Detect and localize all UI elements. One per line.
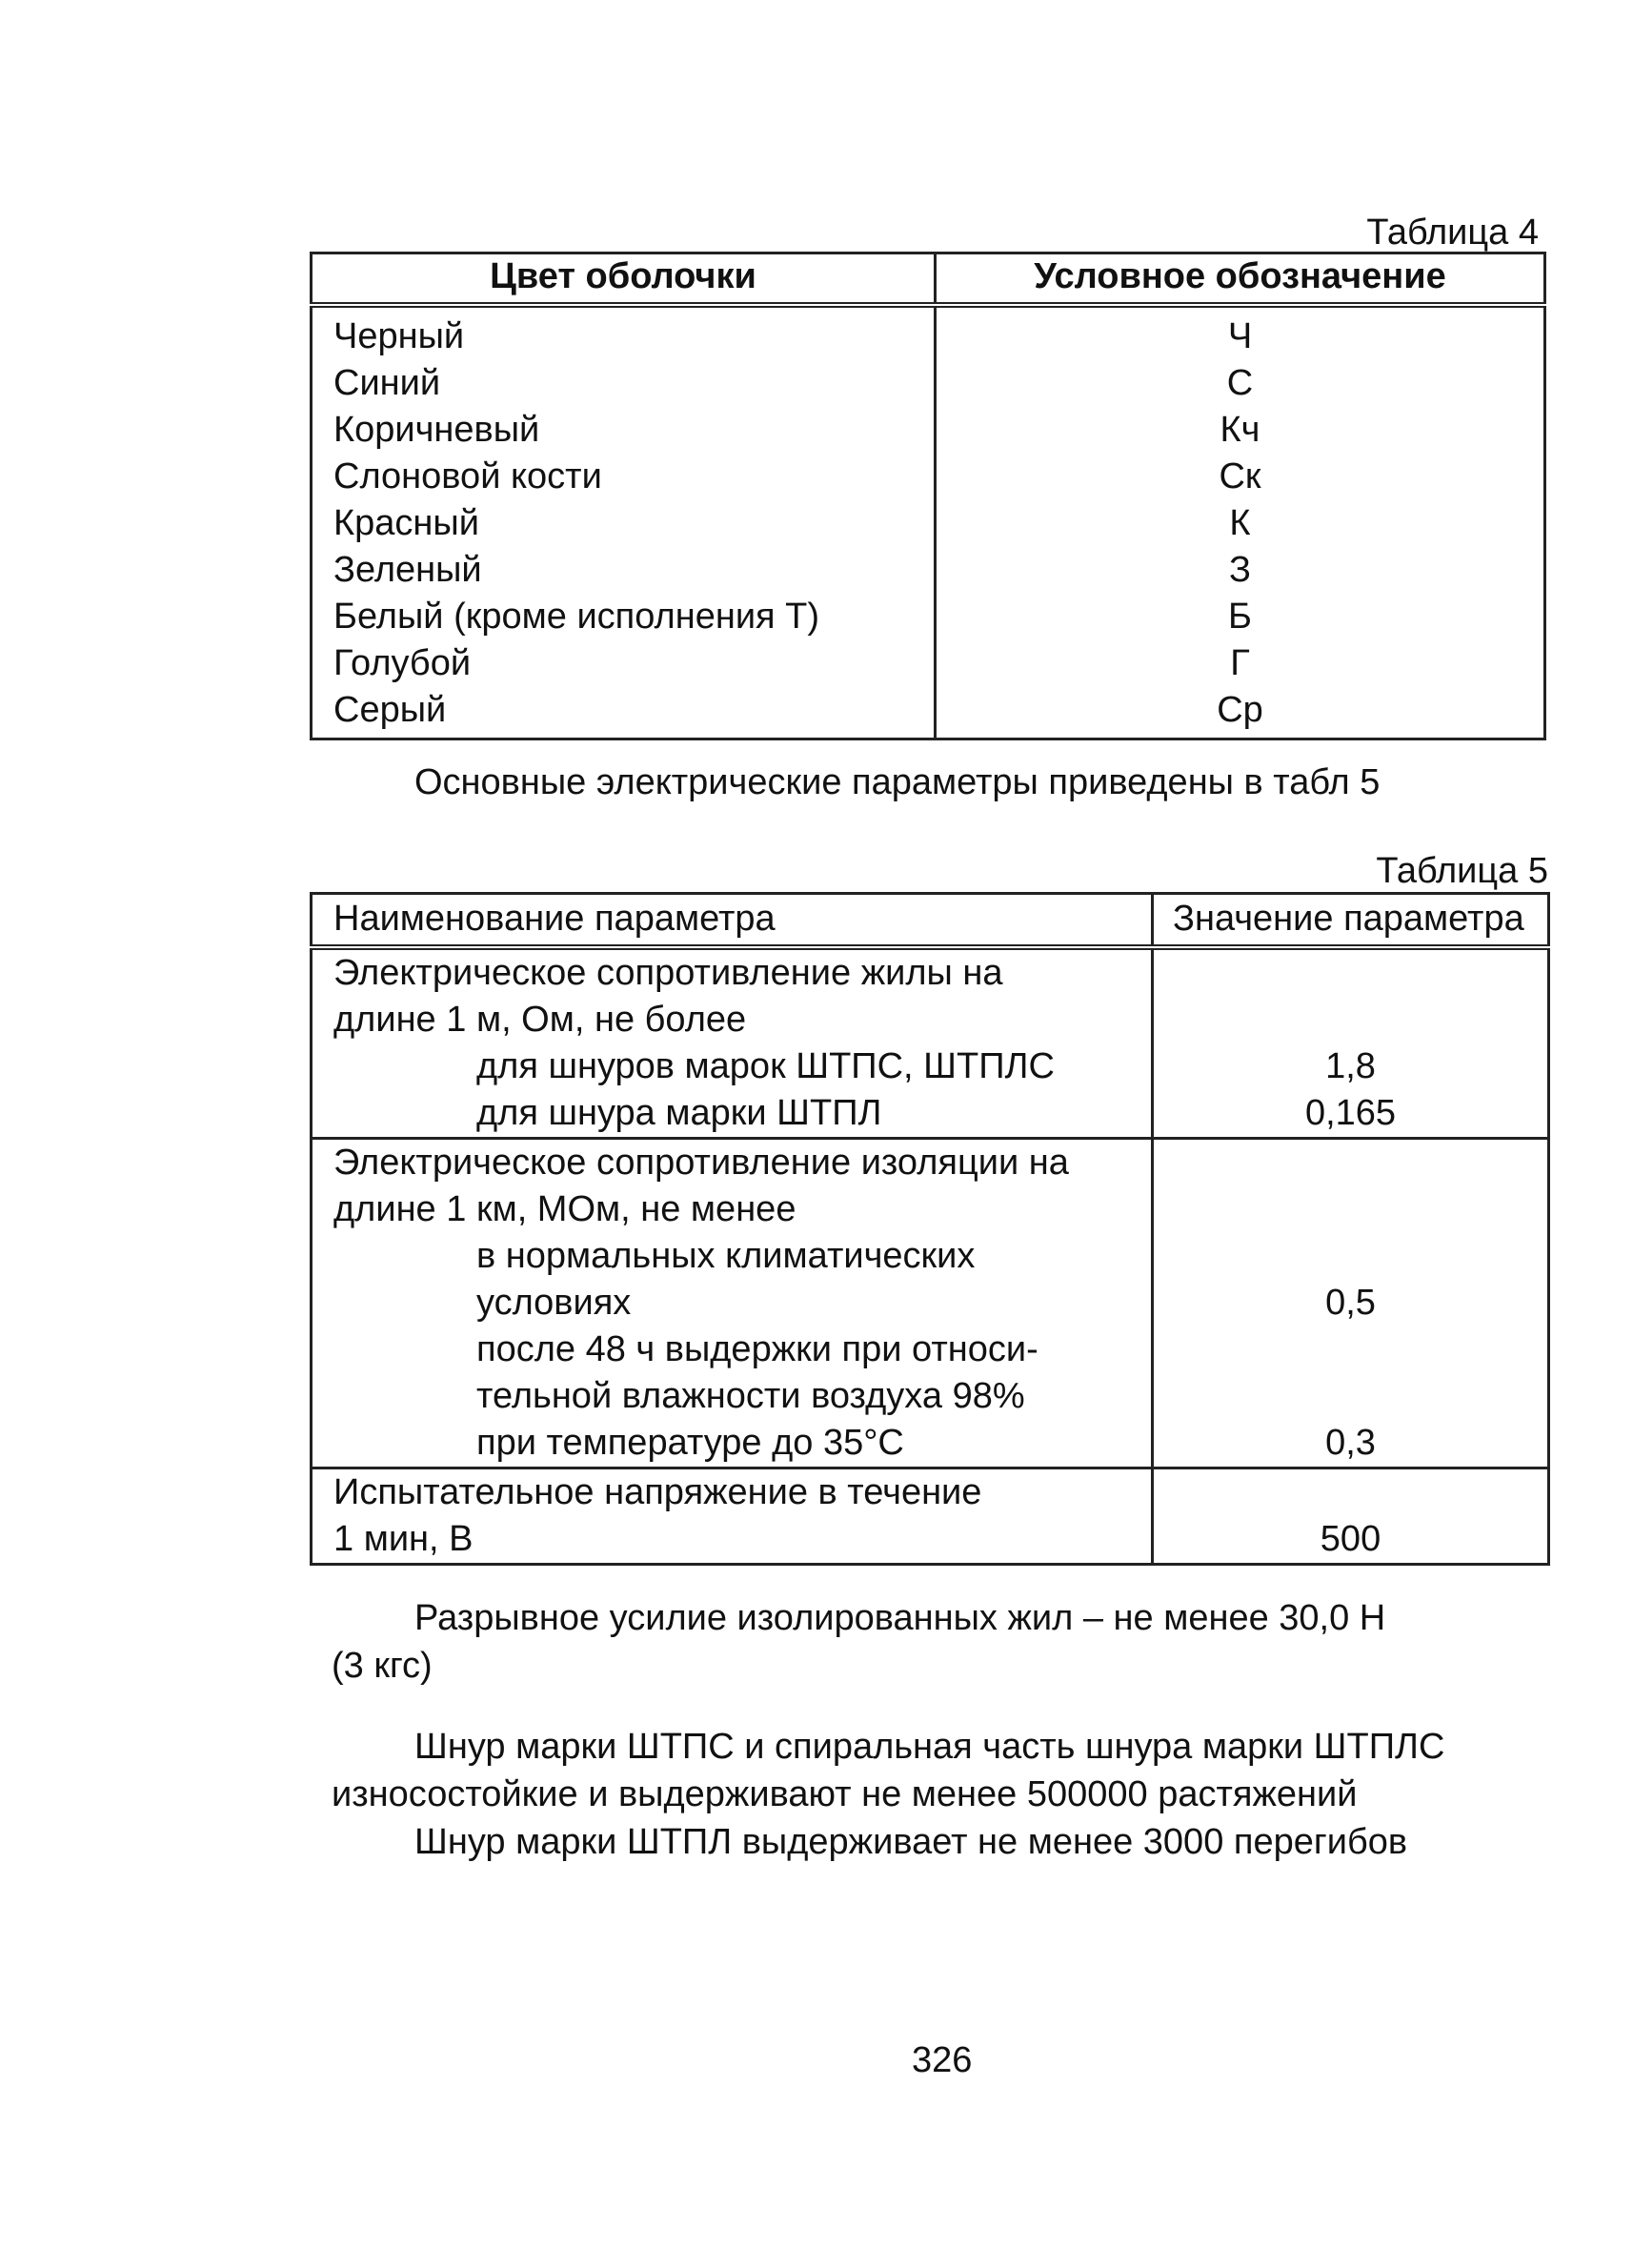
parameter-line: Испытательное напряжение в течение (333, 1472, 982, 1512)
value-line: 0,165 (1304, 1093, 1397, 1133)
code-cell: Кч (1220, 410, 1260, 450)
color-cell: Черный (312, 305, 936, 360)
value-line (1154, 1233, 1547, 1280)
table4-caption: Таблица 4 (1366, 213, 1539, 253)
parameter-line: после 48 ч выдержки при относи- (476, 1329, 1038, 1369)
table-row (312, 594, 1545, 640)
parameter-line: при температуре до 35°С (476, 1423, 904, 1463)
color-cell: Синий (312, 360, 936, 407)
code-cell: Ск (1219, 456, 1261, 496)
parameter-line: тельной влажности воздуха 98% (476, 1376, 1025, 1416)
value-line (1154, 950, 1547, 997)
code-cell: Б (1228, 597, 1252, 637)
parameter-line: 1 мин, В (333, 1519, 474, 1559)
color-cell: Белый (кроме исполнения Т) (312, 594, 936, 640)
parameter-cell (312, 1468, 1153, 1565)
table4-header-row (312, 253, 1545, 306)
value-line (1154, 1469, 1547, 1516)
cord-text-line-2: износостойкие и выдерживают не менее 500000 растяжений (332, 1774, 1358, 1814)
value-line (1154, 997, 1547, 1043)
value-line (1154, 1186, 1547, 1233)
color-cell: Серый (312, 687, 936, 739)
value-line: 0,3 (1325, 1423, 1376, 1463)
table-row (312, 360, 1545, 407)
parameter-line: для шнуров марок ШТПС, ШТПЛС (476, 1046, 1055, 1086)
code-cell: З (1229, 550, 1251, 590)
color-cell: Коричневый (312, 407, 936, 454)
table5-header-value: Значение параметра (1153, 894, 1549, 948)
table-row (312, 305, 1545, 360)
parameter-line: условиях (476, 1283, 632, 1323)
table-row (312, 547, 1545, 594)
table-row (312, 407, 1545, 454)
table-row (312, 1139, 1549, 1468)
color-cell: Зеленый (312, 547, 936, 594)
table4-header-code: Условное обозначение (936, 253, 1545, 306)
code-cell: К (1229, 503, 1251, 543)
color-cell: Красный (312, 500, 936, 547)
table-row (312, 500, 1545, 547)
parameter-line: в нормальных климатических (476, 1236, 976, 1276)
table4 (310, 252, 1546, 740)
parameter-cell (312, 947, 1153, 1139)
code-cell: С (1226, 363, 1254, 403)
color-cell: Голубой (312, 640, 936, 687)
table-row (312, 947, 1549, 1139)
value-line: 1,8 (1325, 1046, 1376, 1086)
code-cell: Г (1230, 643, 1250, 683)
color-cell: Слоновой кости (312, 454, 936, 500)
value-cell (1153, 1139, 1549, 1468)
table-row (312, 454, 1545, 500)
parameter-line: Электрическое сопротивление жилы на (333, 953, 1003, 993)
parameter-line: для шнура марки ШТПЛ (476, 1093, 882, 1133)
value-cell (1153, 1468, 1549, 1565)
value-cell (1153, 947, 1549, 1139)
parameter-line: длине 1 м, Ом, не более (333, 1000, 747, 1040)
value-line (1154, 1326, 1547, 1373)
table5-header-row (312, 894, 1549, 948)
table5-header-parameter: Наименование параметра (312, 894, 1153, 948)
page-number: 326 (912, 2040, 973, 2080)
table5 (310, 892, 1550, 1566)
intro-paragraph: Основные электрические параметры приведены в табл 5 (414, 762, 1381, 802)
table-row (312, 1468, 1549, 1565)
code-cell: Ср (1217, 690, 1263, 730)
table-row (312, 687, 1545, 739)
parameter-line: Электрическое сопротивление изоляции на (333, 1143, 1069, 1183)
parameter-line: длине 1 км, МОм, не менее (333, 1189, 796, 1229)
table4-header-color: Цвет оболочки (312, 253, 936, 306)
breaking-force-line-2: (3 кгс) (332, 1646, 433, 1686)
breaking-force-line-1: Разрывное усилие изолированных жил – не менее 30,0 Н (414, 1598, 1386, 1638)
cord-text-line-1: Шнур марки ШТПС и спиральная часть шнура марки ШТПЛС (414, 1727, 1445, 1767)
value-line (1154, 1373, 1547, 1420)
code-cell: Ч (1227, 316, 1253, 356)
parameter-cell (312, 1139, 1153, 1468)
value-line: 0,5 (1325, 1283, 1376, 1323)
table-row (312, 640, 1545, 687)
value-line (1154, 1140, 1547, 1186)
cord-text-line-3: Шнур марки ШТПЛ выдерживает не менее 3000 перегибов (414, 1822, 1408, 1862)
value-line: 500 (1320, 1519, 1381, 1559)
table5-caption: Таблица 5 (1376, 851, 1548, 891)
